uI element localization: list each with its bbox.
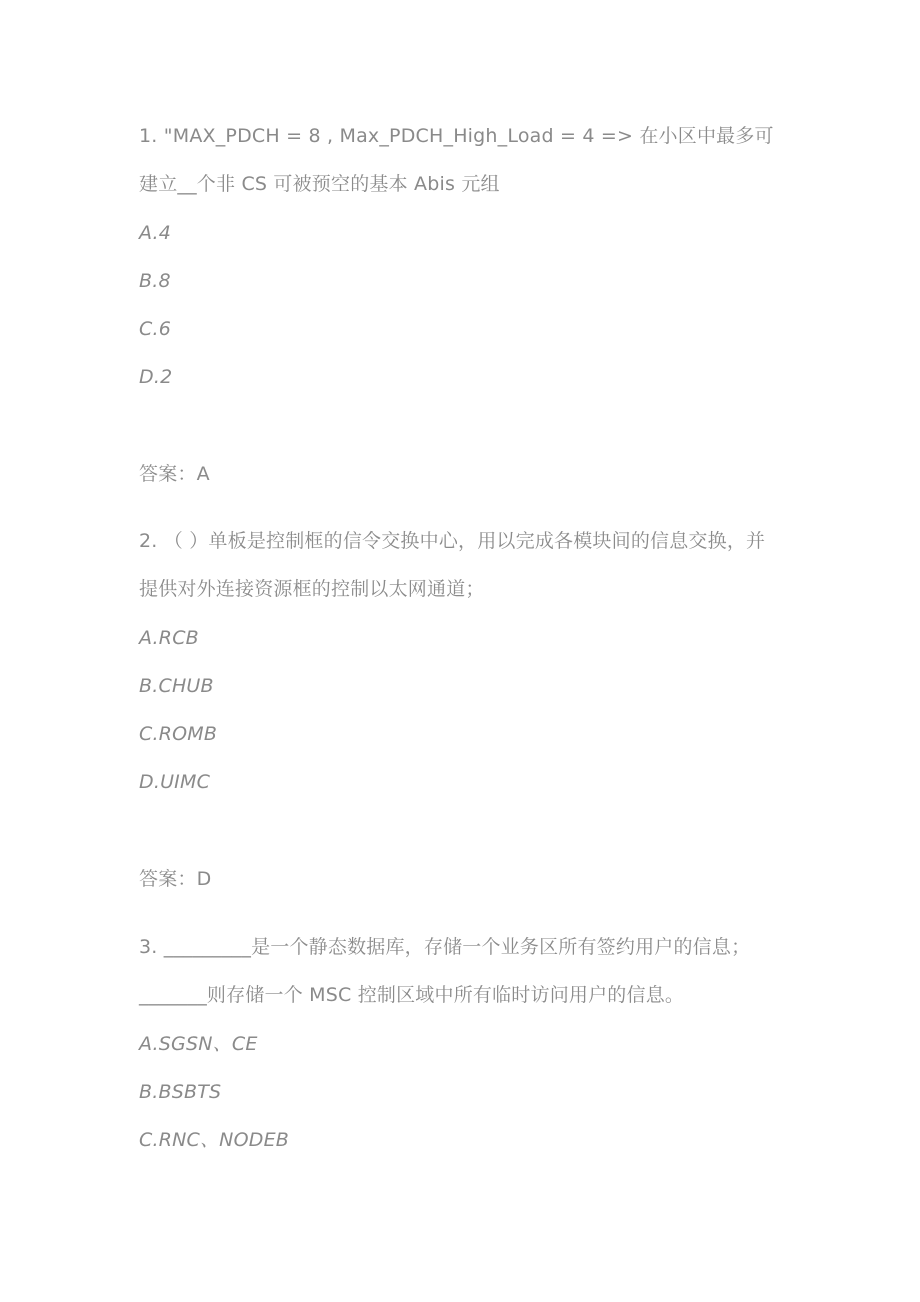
question-3-line-1 [139, 933, 799, 961]
question-2-text-1: （ ）单板是控制框的信令交换中心，用以完成各模块间的信息交换，并 [163, 530, 766, 552]
question-3-option-a: A.SGSN、CE [139, 1033, 258, 1055]
question-1-answer: 答案：A [139, 463, 210, 485]
question-2-number: 2. [139, 530, 158, 552]
question-1-option-d: D.2 [139, 366, 173, 388]
question-2-option-d: D.UIMC [139, 771, 211, 793]
question-3-option-b: B.BSBTS [139, 1081, 222, 1103]
question-1-number: 1. [139, 125, 158, 147]
question-1-option-a: A.4 [139, 222, 172, 244]
question-3-option-c: C.RNC、NODEB [139, 1129, 290, 1151]
question-1-option-c: C.6 [139, 318, 171, 340]
question-2-answer: 答案：D [139, 868, 212, 890]
question-3-text-2: _______则存储一个 MSC 控制区域中所有临时访问用户的信息。 [139, 984, 685, 1006]
question-2-option-a: A.RCB [139, 627, 199, 649]
question-2-option-c: C.ROMB [139, 723, 218, 745]
question-1-line-1 [139, 122, 799, 150]
question-1-option-b: B.8 [139, 270, 171, 292]
question-3-text-1: _________是一个静态数据库，存储一个业务区所有签约用户的信息； [163, 936, 751, 958]
question-2-line-1 [139, 527, 799, 555]
question-1-text-2: 建立__个非 CS 可被预空的基本 Abis 元组 [139, 173, 500, 195]
question-2-option-b: B.CHUB [139, 675, 214, 697]
question-2-text-2: 提供对外连接资源框的控制以太网通道； [139, 578, 485, 600]
question-1-text-1: "MAX_PDCH = 8 , Max_PDCH_High_Load = 4 => 在小区中最多可 [163, 125, 774, 147]
question-3-number: 3. [139, 936, 158, 958]
